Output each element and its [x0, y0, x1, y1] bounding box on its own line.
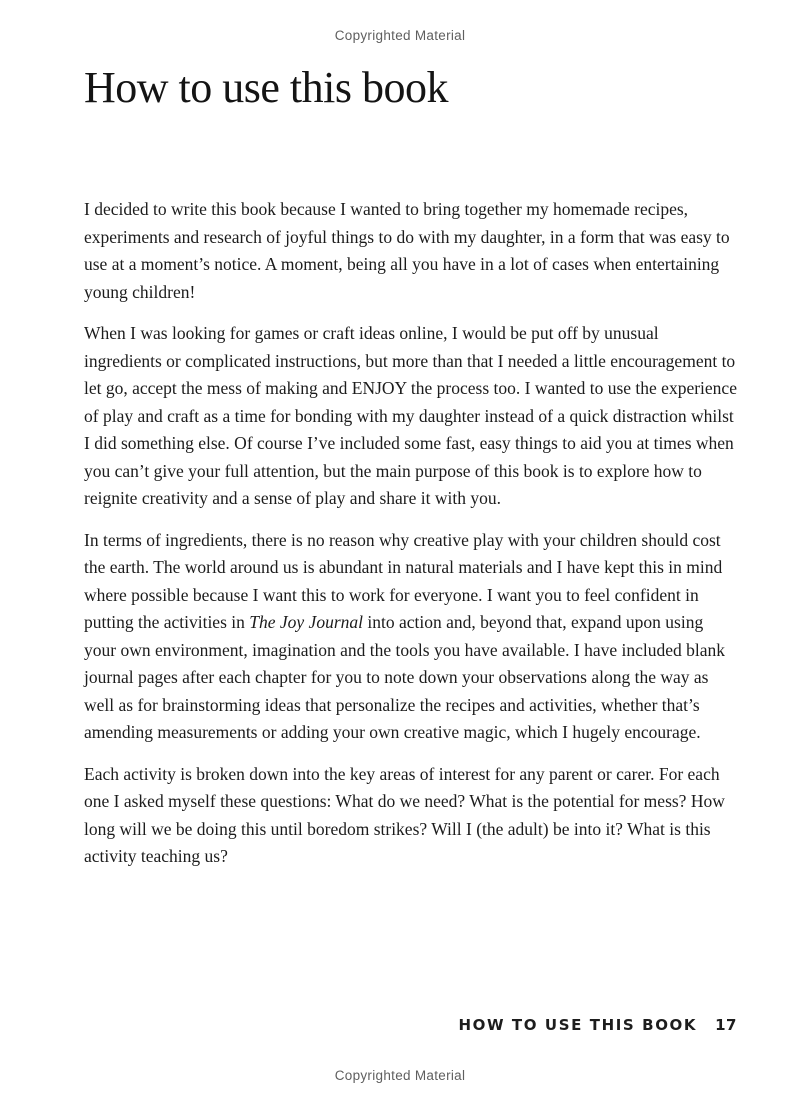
running-head: HOW TO USE THIS BOOK: [458, 1016, 698, 1034]
book-title-italic: The Joy Journal: [249, 612, 363, 632]
paragraph-1: I decided to write this book because I wanted to bring together my homemade recipes, experiments and research of joyful things to do with my daughter, in a form that was easy to use at a moment’s notice. A moment, being all you have in a lot of cases when entertaining young children!: [84, 199, 730, 302]
paragraph-3-text-before: In terms of ingredients, there is no reason why creative play with your children should cost the earth. The world around us is abundant in natural materials and I have kept this in mind where possible because I want this to work for everyone. I want you to feel confident in putting the activities in: [84, 529, 723, 632]
paragraph-3: [84, 527, 738, 747]
copyright-notice-top: Copyrighted Material: [334, 28, 466, 43]
page-number: 17: [715, 1016, 737, 1034]
paragraph-3-text-after: into action and, beyond that, expand upon using your own environment, imagination and the tools you have available. I have included blank journal pages after each chapter for you to note down your observations along the way as well as for brainstorming ideas that personalize the recipes and activities, whether that’s amending measurements or adding your own creative magic, which I hugely encourage.: [84, 612, 726, 742]
body-text: [84, 196, 738, 885]
page-title: How to use this book: [84, 63, 448, 112]
copyright-notice-bottom: Copyrighted Material: [334, 1068, 466, 1083]
paragraph-4: Each activity is broken down into the key areas of interest for any parent or carer. For each one I asked myself these questions: What do we need? What is the potential for mess? How long will we be doing this until boredom strikes? Will I (the adult) be into it? What is this activity teaching us?: [84, 763, 725, 866]
running-footer: [458, 1016, 737, 1034]
paragraph-2: When I was looking for games or craft ideas online, I would be put off by unusual ingredients or complicated instructions, but more than that I needed a little encouragement to let go, accept the mess of making and ENJOY the process too. I wanted to use the experience of play and craft as a time for bonding with my daughter instead of a quick distraction whilst I did something else. Of course I’ve included some fast, easy things to aid you at times when you can’t give your full attention, but the main purpose of this book is to explore how to reignite creativity and a sense of play and share it with you.: [84, 323, 737, 508]
